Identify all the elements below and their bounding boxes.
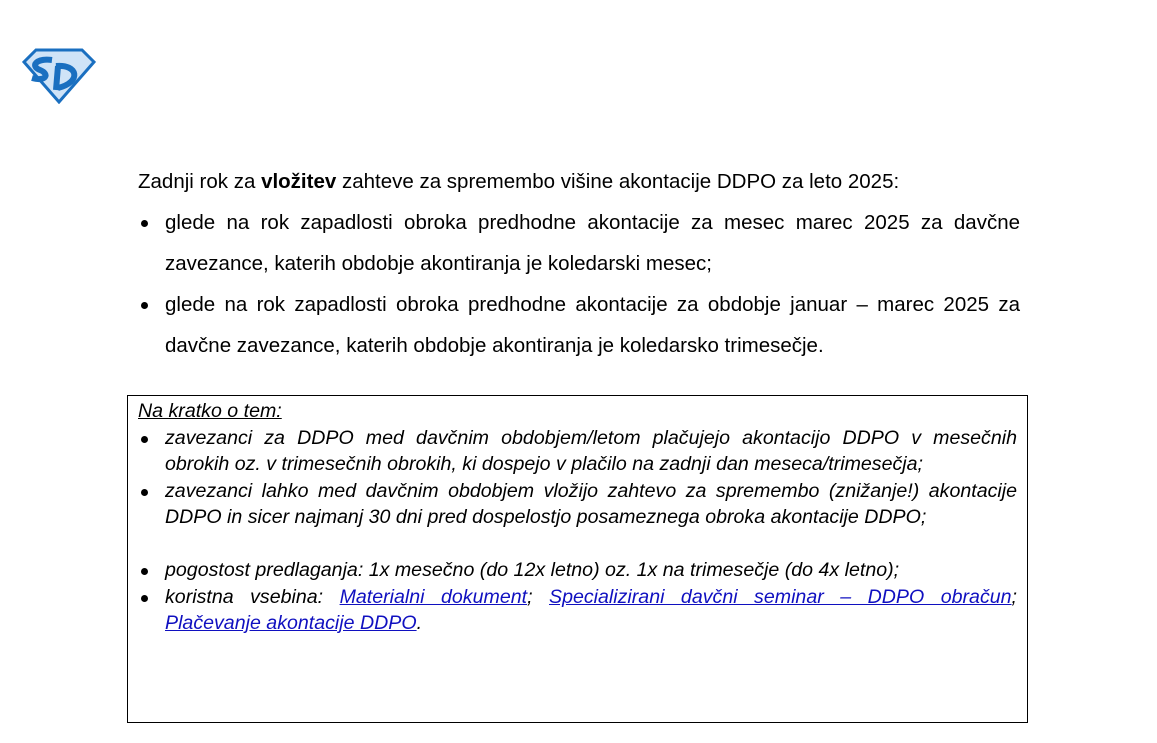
list-item: glede na rok zapadlosti obroka predhodne akontacije za obdobje januar – marec 2025 za davčne zavezance, katerih obdobje akontiranja je koledarsko trimesečje.	[138, 284, 1020, 366]
company-logo	[22, 48, 96, 104]
link-materialni-dokument[interactable]: Materialni dokument	[339, 585, 528, 608]
summary-list	[138, 425, 1017, 637]
intro-bold: vložitev	[261, 170, 337, 193]
list-item: pogostost predlaganja: 1x mesečno (do 12x letno) oz. 1x na trimesečje (do 4x letno);	[138, 557, 1017, 584]
deadline-list	[138, 202, 1020, 366]
link-specializirani-seminar[interactable]: Specializirani davčni seminar – DDPO obračun	[549, 585, 1012, 608]
list-item-useful-content: koristna vsebina: Materialni dokument; Specializirani davčni seminar – DDPO obračun; Plačevanje akontacije DDPO.	[138, 584, 1017, 637]
link-placevanje-akontacije[interactable]: Plačevanje akontacije DDPO	[165, 612, 417, 634]
intro-paragraph: Zadnji rok za vložitev zahteve za spremembo višine akontacije DDPO za leto 2025:	[138, 170, 900, 193]
list-item: zavezanci lahko med davčnim obdobjem vložijo zahtevo za spremembo (znižanje!) akontacije DDPO in sicer najmanj 30 dni pred dospelostjo posameznega obroka akontacije DDPO;	[138, 478, 1017, 531]
list-item: zavezanci za DDPO med davčnim obdobjem/letom plačujejo akontacijo DDPO v mesečnih obrokih oz. v trimesečnih obrokih, ki dospejo v plačilo na zadnji dan meseca/trimesečja;	[138, 425, 1017, 478]
document-body	[138, 161, 1020, 366]
summary-box	[127, 395, 1028, 723]
list-item: glede na rok zapadlosti obroka predhodne akontacije za mesec marec 2025 za davčne zavezance, katerih obdobje akontiranja je koledarski mesec;	[138, 202, 1020, 284]
summary-heading: Na kratko o tem:	[138, 400, 282, 422]
